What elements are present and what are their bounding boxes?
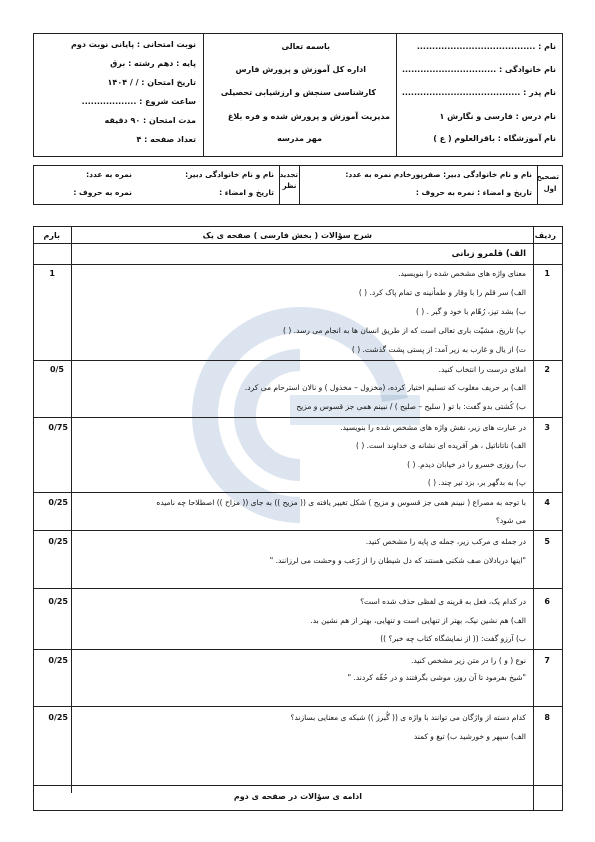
father-name[interactable]: نام پدر : .......................................: [401, 88, 556, 97]
question-line: "شیخ بفرمود تا آن روز، موشی بگرفتند و در حُقّه کردند. ": [347, 673, 526, 682]
question-score: 0/25: [48, 713, 68, 722]
question-number: 3: [544, 423, 550, 432]
question-line: الف) سپهر و خورشید ب) تیغ و کمند: [413, 732, 526, 741]
question-line: الف) سر قلم را با وقار و طمأنینه ی تمام پاک کرد. ( ): [358, 288, 526, 297]
question-line: الف) بر حریف مغلوب که تسلیم اختیار کرده، (مخزول – مخذول ) و نالان استرحام می کرد.: [244, 383, 526, 392]
question-line: در عبارت های زیر، نقش واژه های مشخص شده را بنویسید.: [340, 423, 526, 432]
question-score: 0/5: [49, 365, 64, 374]
revision-label: تجدید نظر: [279, 171, 298, 190]
question-score: 1: [49, 269, 55, 278]
column-row-number: ردیف: [534, 231, 556, 240]
question-line: ب) روزی خسرو را در خیابان دیدم. ( ): [407, 460, 526, 469]
question-line: الف) ناتاناتیل ، هر آفریده ای نشانه ی خداوند است. ( ): [356, 441, 526, 450]
question-number: 8: [544, 713, 550, 722]
questions-table: [33, 226, 563, 811]
question-number: 2: [544, 365, 550, 374]
question-line: می شود؟: [495, 516, 526, 525]
section-heading: الف) قلمرو زبانی: [451, 249, 526, 259]
student-name[interactable]: نام : .......................................: [416, 42, 556, 51]
grade-field: پایه : دهم رشته : برق: [110, 59, 196, 68]
second-score-text: نمره به حروف :: [73, 188, 132, 197]
question-line: در جمله ی مرکب زیر، جمله ی پایه را مشخص کنید.: [365, 537, 526, 546]
question-number: 7: [544, 656, 550, 665]
question-number: 5: [544, 537, 550, 546]
first-sign-info: تاریخ و امضاء : نمره به حروف :: [415, 188, 532, 197]
question-line: الف) هم نشین نیک، بهتر از تنهایی است و تنهایی، بهتر از هم نشین بد.: [310, 616, 526, 625]
question-number: 6: [544, 597, 550, 606]
question-line: ب) کُشتی بدو گفت: با تو ( سلیح – صلیح ) / نبینم همی جز قسوس و مزیح: [296, 402, 526, 411]
question-score: 0/75: [48, 423, 68, 432]
page-count: تعداد صفحه : ۴: [136, 135, 196, 144]
question-score: 0/25: [48, 537, 68, 546]
student-family[interactable]: نام خانوادگی : ...............................: [401, 65, 556, 74]
question-line: نوع ( و ) را در متن زیر مشخص کنید.: [410, 656, 526, 665]
first-teacher-info: نام و نام خانوادگی دبیر: صفرپورخادم نمره به عدد:: [345, 170, 532, 179]
second-teacher-info: نام و نام خانوادگی دبیر:: [185, 170, 274, 179]
question-line: "اینها دربادلان صف شکنی هستند که دل شیطان را از رُعب و وحشت می لرزانند. ": [269, 556, 526, 565]
question-line: معنای واژه های مشخص شده را بنویسید.: [398, 269, 526, 278]
question-line: ت) از یال و غارب به زیر آمد: از پستی پشت گذشت. ( ): [351, 345, 526, 354]
column-description: شرح سؤالات ( بخش فارسی ) صفحه ی یک: [202, 231, 372, 240]
question-line: املای درست را انتخاب کنید.: [438, 365, 526, 374]
exam-duration: مدت امتحان : ۹۰ دقیقه: [104, 116, 196, 125]
question-line: پ) تاریخ، مشیّت باری تعالی است که از طریق انسان ها به انجام می رسد. ( ): [283, 326, 526, 335]
exam-term: نوبت امتحانی : پایانی نوبت دوم: [71, 40, 196, 49]
office-name: اداره کل آموزش و پرورش فارس: [235, 65, 366, 74]
first-grading-label: تصحیح اول: [536, 173, 559, 193]
question-line: پ) به بدگهر بر، بزد تیر چند. ( ): [427, 478, 526, 487]
question-number: 1: [544, 269, 550, 278]
question-score: 0/25: [48, 597, 68, 606]
column-score: بارم: [43, 231, 60, 240]
exam-date: تاریخ امتحان : / / ۱۴۰۴: [107, 78, 196, 87]
school-stamp-label: مهر مدرسه: [277, 134, 322, 143]
question-score: 0/25: [48, 656, 68, 665]
education-admin: مدیریت آموزش و پرورش شده و فره بلاغ: [227, 112, 390, 121]
start-time: ساعت شروع : ..................: [81, 97, 196, 106]
second-sign-info: تاریخ و امضاء :: [219, 188, 274, 197]
question-line: با توجه به مصراع ( نبینم همی جز قسوس و مزیح ) شکل تغییر یافته ی (( مزیح )) به جای (( مزاح )) اصطلاحا چه نامیده: [156, 498, 526, 507]
grading-box: [33, 165, 563, 205]
basmala: باسمه تعالی: [281, 42, 330, 51]
continuation-note: ادامه ی سؤالات در صفحه ی دوم: [233, 792, 362, 801]
question-number: 4: [544, 498, 550, 507]
header-box: [33, 33, 563, 157]
second-score-number: نمره به عدد:: [86, 170, 132, 179]
question-line: ب) آرزو گفت: (( از نمایشگاه کتاب چه خبر؟ )): [380, 634, 526, 643]
subject-name: نام درس : فارسی و نگارش ۱: [439, 112, 556, 121]
question-line: کدام دسته از واژگان می توانند با واژه ی (( گُبرز )) شبکه ی معنایی بسازند؟: [290, 713, 526, 722]
question-score: 0/25: [48, 498, 68, 507]
assessment-dept: کارشناسی سنجش و ارزشیابی تحصیلی: [220, 88, 376, 97]
question-line: در کدام یک، فعل به قرینه ی لفظی حذف شده است؟: [360, 597, 526, 606]
school-name: نام آموزشگاه : باقرالعلوم ( ع ): [433, 134, 556, 143]
question-line: ب) بشد تیز، رُهّام با خود و گبر . ( ): [415, 307, 526, 316]
